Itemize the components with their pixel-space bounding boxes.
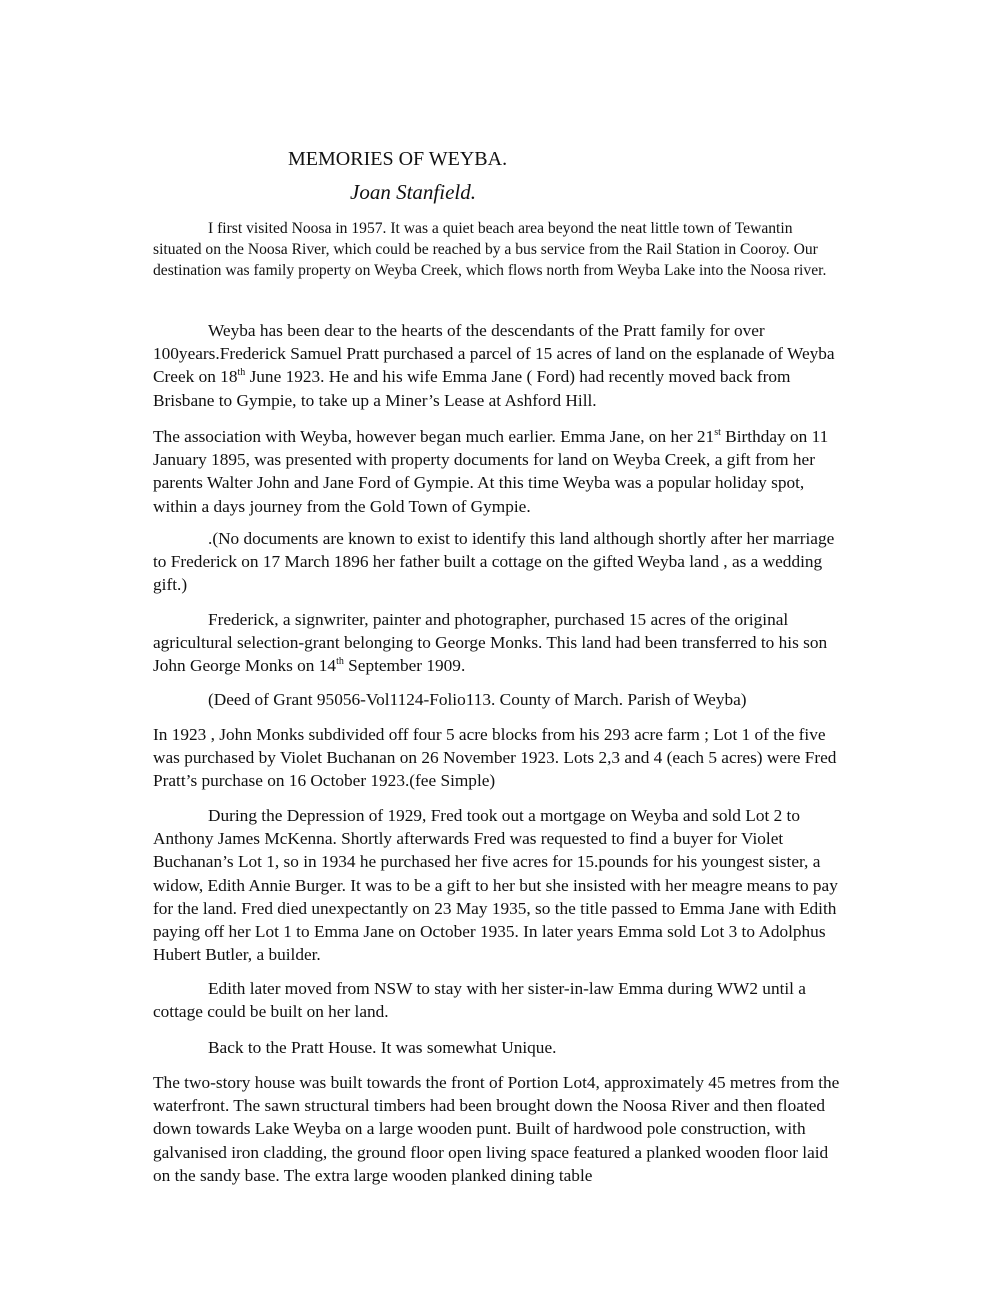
ordinal-suffix: th: [237, 367, 246, 379]
paragraph-text: June 1923. He and his wife Emma Jane ( Ford) had recently moved back from Brisbane to Gympie, to take up a Miner’s Lease at Ashford Hill.: [153, 367, 791, 410]
paragraph-text: Birthday on 11 January 1895, was presented with property documents for land on Weyba Creek, a gift from her parents Walter John and Jane Ford of Gympie. At this time Weyba was a popular holiday spot, within a days journey from the Gold Town of Gympie.: [153, 427, 829, 516]
paragraph-depression: During the Depression of 1929, Fred took out a mortgage on Weyba and sold Lot 2 to Anthony James McKenna. Shortly afterwards Fred was requested to find a buyer for Violet Buchanan’s Lot 1, so in 1934 he purchased her five acres for 15.pounds for his youngest sister, a widow, Edith Annie Burger. It was to be a gift to her but she insisted with her meagre means to pay for the land. Fred died unexpectantly on 23 May 1935, so the title passed to Emma Jane with Edith paying off her Lot 1 to Emma Jane on October 1935. In later years Emma sold Lot 3 to Adolphus Hubert Butler, a builder.: [153, 806, 838, 965]
document-author: Joan Stanfield.: [350, 180, 476, 204]
paragraph-no-documents: .(No documents are known to exist to identify this land although shortly after her marriage to Frederick on 17 March 1896 her father built a cottage on the gifted Weyba land , as a wedding gift.): [153, 529, 835, 595]
paragraph-text: Weyba has been dear to the hearts of the descendants of the Pratt family for over 100years.Frederick Samuel Pratt purchased a parcel of 15 acres of land on the esplanade of Weyba Creek on 18: [153, 321, 835, 387]
paragraph-first-visit: I first visited Noosa in 1957. It was a quiet beach area beyond the neat little town of Tewantin situated on the Noosa River, which could be reached by a bus service from the Rail Station in Cooroy. Our destination was family property on Weyba Creek, which flows north from Weyba Lake into the Noosa river.: [153, 220, 827, 279]
ordinal-suffix: st: [714, 427, 721, 439]
paragraph-deed-of-grant: (Deed of Grant 95056-Vol1124-Folio113. County of March. Parish of Weyba): [208, 690, 747, 709]
paragraph-edith: Edith later moved from NSW to stay with her sister-in-law Emma during WW2 until a cottage could be built on her land.: [153, 979, 806, 1022]
paragraph-text: September 1909.: [343, 656, 466, 676]
paragraph-frederick: [153, 608, 843, 678]
paragraph-pratt-house: Back to the Pratt House. It was somewhat Unique.: [208, 1038, 557, 1057]
paragraph-pratt-family: [153, 319, 843, 412]
paragraph-subdivision: In 1923 , John Monks subdivided off four 5 acre blocks from his 293 acre farm ; Lot 1 of the five was purchased by Violet Buchanan on 26 November 1923. Lots 2,3 and 4 (each 5 acres) were Fred Pratt’s purchase on 16 October 1923.(fee Simple): [153, 725, 837, 791]
paragraph-two-story-house: The two-story house was built towards the front of Portion Lot4, approximately 45 metres from the waterfront. The sawn structural timbers had been brought down the Noosa River and then floated down towards Lake Weyba on a large wooden punt. Built of hardwood pole construction, with galvanised iron cladding, the ground floor open living space featured a planked wooden floor laid on the sandy base. The extra large wooden planked dining table: [153, 1073, 840, 1185]
paragraph-text: The association with Weyba, however began much earlier. Emma Jane, on her 21: [153, 427, 715, 446]
document-title: MEMORIES OF WEYBA.: [288, 148, 508, 170]
ordinal-suffix: th: [336, 656, 344, 668]
paragraph-association: [153, 425, 843, 518]
paragraph-text: Frederick, a signwriter, painter and photographer, purchased 15 acres of the original agricultural selection-grant belonging to George Monks. This land had been transferred to his son John George Monks on 14: [153, 610, 828, 676]
